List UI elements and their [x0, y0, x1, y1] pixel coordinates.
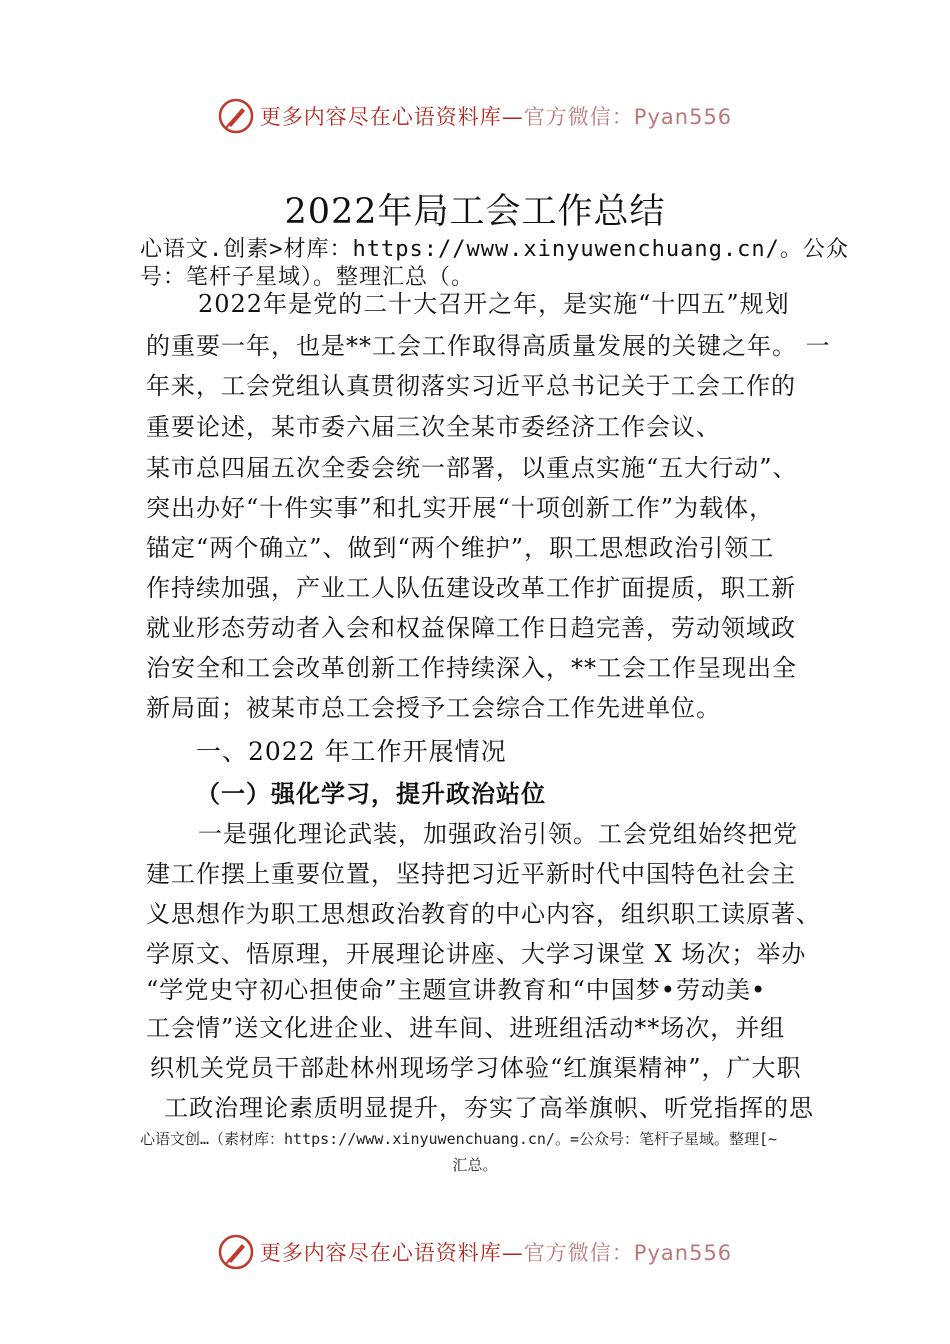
paragraph2-line: 义思想作为职工思想政治教育的中心内容，组织职工读原著、: [146, 900, 821, 928]
footer-banner: [0, 1232, 950, 1272]
header-banner: [0, 96, 950, 136]
paragraph1-line: 的重要一年，也是**工会工作取得高质量发展的关键之年。 一: [146, 332, 831, 360]
paragraph1-line: 就业形态劳动者入会和权益保障工作日趋完善，劳动领域政: [146, 614, 796, 642]
paragraph1-line: 重要论述，某市委六届三次全某市委经济工作会议、: [146, 413, 721, 441]
paragraph1-line: 治安全和工会改革创新工作持续深入，**工会工作呈现出全: [146, 654, 797, 682]
footnote-line-2: 汇总。: [452, 1156, 498, 1174]
paragraph1-line: 某市总四届五次全委会统一部署，以重点实施“五大行动”、: [146, 454, 798, 482]
paragraph1-line: 新局面；被某市总工会授予工会综合工作先进单位。: [146, 694, 721, 722]
paragraph2-line: “学党史守初心担使命”主题宣讲教育和“中国梦•劳动美•: [146, 976, 767, 1004]
paragraph1-line: 作持续加强，产业工人队伍建设改革工作扩面提质，职工新: [146, 574, 796, 602]
paragraph2-line: 工会情”送文化进企业、进车间、进班组活动**场次，并组: [146, 1014, 786, 1042]
banner-wechat: 官方微信：Pyan556: [523, 1241, 733, 1265]
section-heading: 一、2022 年工作开展情况: [196, 737, 507, 766]
pen-logo-icon: [218, 98, 254, 134]
paragraph2-line: 工政治理论素质明显提升，夯实了高举旗帜、听党指挥的思: [164, 1094, 814, 1122]
subsection-heading: （一）强化学习，提升政治站位: [196, 780, 546, 808]
pen-logo-icon: [218, 1234, 254, 1270]
source-line-1: 心语文.创素>材库：https://www.xinyuwenchuang.cn/。公众: [140, 237, 849, 262]
banner-wechat: 官方微信：Pyan556: [523, 105, 733, 129]
paragraph2-line: 一是强化理论武装，加强政治引领。工会党组始终把党: [198, 820, 798, 848]
banner-text: 更多内容尽在心语资料库—: [259, 105, 524, 129]
paragraph1-line: 锚定“两个确立”、做到“两个维护”，职工思想政治引领工: [146, 534, 775, 562]
document-title: 2022年局工会工作总结: [284, 192, 666, 232]
footnote-line-1: 心语文创…（素材库：https://www.xinyuwenchuang.cn/。=公众号：笔杆子星域。整理[~: [140, 1130, 778, 1148]
source-line-2: 号：笔杆子星域）。整理汇总（。: [140, 265, 475, 290]
paragraph2-line: 学原文、悟原理，开展理论讲座、大学习课堂 X 场次；举办: [146, 940, 807, 968]
paragraph2-line: 建工作摆上重要位置，坚持把习近平新时代中国特色社会主: [146, 860, 796, 888]
paragraph1-line: 2022年是党的二十大召开之年，是实施“十四五”规划: [198, 290, 790, 318]
paragraph1-line: 年来，工会党组认真贯彻落实习近平总书记关于工会工作的: [146, 372, 796, 400]
paragraph2-line: 织机关党员干部赴林州现场学习体验“红旗渠精神”，广大职: [150, 1054, 802, 1082]
banner-text: 更多内容尽在心语资料库—: [259, 1241, 524, 1265]
paragraph1-line: 突出办好“十件实事”和扎实开展“十项创新工作”为载体，: [146, 494, 775, 522]
